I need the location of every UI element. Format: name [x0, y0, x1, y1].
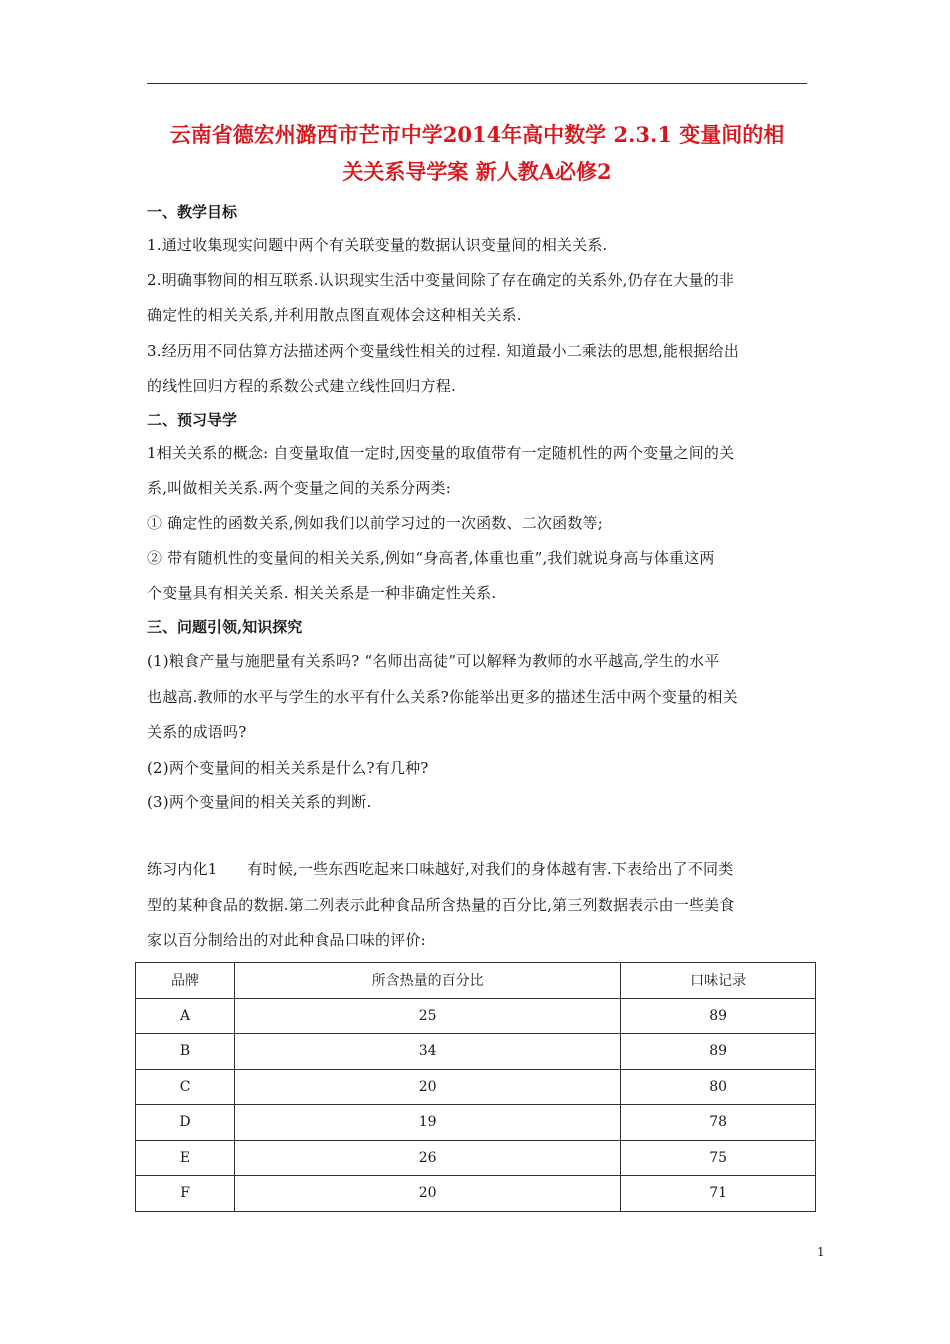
- document-title-line2: 关关系导学案 新人教A必修2: [342, 159, 612, 184]
- section-heading-inquiry: 三、问题引领,知识探究: [147, 618, 303, 636]
- paragraph-line: 3.经历用不同估算方法描述两个变量线性相关的过程. 知道最小二乘法的思想,能根据给出: [147, 342, 740, 360]
- paragraph-line: (1)粮食产量与施肥量有关系吗? “名师出高徒”可以解释为教师的水平越高,学生的水平: [147, 652, 720, 670]
- table-cell: E: [136, 1140, 235, 1176]
- paragraph-line: 的线性回归方程的系数公式建立线性回归方程.: [147, 377, 456, 395]
- section-heading-goals: 一、教学目标: [147, 203, 238, 221]
- paragraph-line: 系,叫做相关关系.两个变量之间的关系分两类:: [147, 479, 451, 497]
- table-row: [136, 1034, 816, 1070]
- table-cell: D: [136, 1105, 235, 1141]
- table-cell: A: [136, 998, 235, 1034]
- table-cell: F: [136, 1176, 235, 1212]
- table-header-cell: 品牌: [136, 963, 235, 999]
- table-cell: 78: [621, 1105, 816, 1141]
- header-rule: [147, 83, 807, 84]
- table-cell: 80: [621, 1069, 816, 1105]
- page-number: 1: [817, 1245, 825, 1259]
- table-row: [136, 1069, 816, 1105]
- table-row: [136, 1105, 816, 1141]
- exercise-line: 练习内化1 有时候,一些东西吃起来口味越好,对我们的身体越有害.下表给出了不同类: [147, 860, 734, 878]
- table-row: [136, 1176, 816, 1212]
- table-cell: B: [136, 1034, 235, 1070]
- paragraph-line: 也越高.教师的水平与学生的水平有什么关系?你能举出更多的描述生活中两个变量的相关: [147, 688, 738, 706]
- section-heading-preview: 二、预习导学: [147, 411, 238, 429]
- table-cell: 71: [621, 1176, 816, 1212]
- exercise-line: 型的某种食品的数据.第二列表示此种食品所含热量的百分比,第三列数据表示由一些美食: [147, 896, 735, 914]
- paragraph-line: 关系的成语吗?: [147, 723, 247, 741]
- table-header-cell: 口味记录: [621, 963, 816, 999]
- table-cell: 25: [235, 998, 621, 1034]
- table-row: [136, 998, 816, 1034]
- paragraph-line: ① 确定性的函数关系,例如我们以前学习过的一次函数、二次函数等;: [147, 514, 603, 532]
- exercise-line: 家以百分制给出的对此种食品口味的评价:: [147, 931, 426, 949]
- paragraph-line: 1相关关系的概念: 自变量取值一定时,因变量的取值带有一定随机性的两个变量之间的关: [147, 444, 735, 462]
- table-cell: 89: [621, 998, 816, 1034]
- table-cell: C: [136, 1069, 235, 1105]
- paragraph-line: 2.明确事物间的相互联系.认识现实生活中变量间除了存在确定的关系外,仍存在大量的非: [147, 271, 735, 289]
- paragraph-line: (2)两个变量间的相关关系是什么?有几种?: [147, 759, 429, 777]
- paragraph-line: 1.通过收集现实问题中两个有关联变量的数据认识变量间的相关关系.: [147, 236, 608, 254]
- table-cell: 19: [235, 1105, 621, 1141]
- table-header-row: [136, 963, 816, 999]
- paragraph-line: ② 带有随机性的变量间的相关关系,例如“身高者,体重也重”,我们就说身高与体重这两: [147, 549, 715, 567]
- paragraph-line: 确定性的相关关系,并利用散点图直观体会这种相关关系.: [147, 306, 522, 324]
- table-cell: 26: [235, 1140, 621, 1176]
- table-cell: 34: [235, 1034, 621, 1070]
- paragraph-line: 个变量具有相关关系. 相关关系是一种非确定性关系.: [147, 584, 497, 602]
- table-cell: 89: [621, 1034, 816, 1070]
- food-data-table: [135, 962, 816, 1212]
- document-title-line1: 云南省德宏州潞西市芒市中学2014年高中数学 2.3.1 变量间的相: [169, 122, 785, 147]
- table-row: [136, 1140, 816, 1176]
- table-cell: 75: [621, 1140, 816, 1176]
- table-cell: 20: [235, 1069, 621, 1105]
- paragraph-line: (3)两个变量间的相关关系的判断.: [147, 793, 372, 811]
- table-cell: 20: [235, 1176, 621, 1212]
- table-header-cell: 所含热量的百分比: [235, 963, 621, 999]
